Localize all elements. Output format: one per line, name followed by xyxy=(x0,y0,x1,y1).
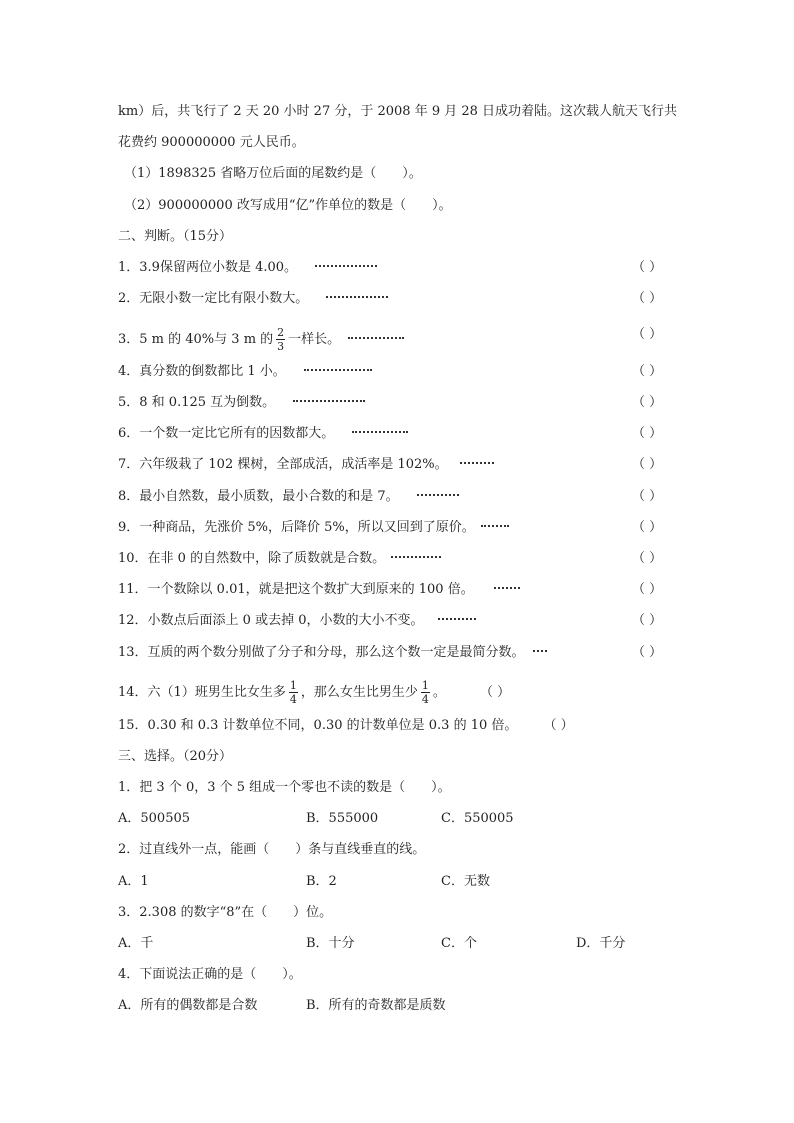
judge-item-5 xyxy=(118,394,365,412)
judge-item-1 xyxy=(118,259,377,277)
judge-item-2 xyxy=(118,290,388,308)
fraction-one-quarter xyxy=(421,679,430,706)
fraction-numerator: 1 xyxy=(289,679,297,692)
choice-2-option-c[interactable]: C．无数 xyxy=(441,874,490,889)
answer-paren-5[interactable]: （ ） xyxy=(632,395,663,410)
answer-paren-4[interactable]: （ ） xyxy=(632,364,663,379)
dot-leader xyxy=(315,265,377,267)
judge-item-10 xyxy=(118,550,441,568)
judge-item-14-mid: ，那么女生比男生少 xyxy=(300,685,418,700)
dot-leader xyxy=(438,618,476,620)
choice-4-option-b[interactable]: B．所有的奇数都是质数 xyxy=(306,998,446,1013)
dot-leader xyxy=(417,494,459,496)
fraction-denominator: 4 xyxy=(421,693,429,706)
dot-leader xyxy=(391,556,441,558)
dot-leader xyxy=(460,462,494,464)
dot-leader xyxy=(293,400,365,402)
judge-item-6 xyxy=(118,425,408,443)
judge-item-7-text: 7．六年级栽了 102 棵树，全部成活，成活率是 102%。 xyxy=(118,457,448,472)
choice-question-1: 1．把 3 个 0，3 个 5 组成一个零也不读的数是（ ）。 xyxy=(118,780,451,795)
judge-item-14-suffix: 。 xyxy=(432,685,446,700)
answer-paren-6[interactable]: （ ） xyxy=(632,426,663,441)
judge-item-11 xyxy=(118,581,520,599)
judge-item-14-prefix: 14．六（1）班男生比女生多 xyxy=(118,685,286,700)
judge-item-14 xyxy=(118,679,510,706)
dot-leader xyxy=(352,431,408,433)
judge-item-5-text: 5．8 和 0.125 互为倒数。 xyxy=(118,395,276,410)
choice-question-4: 4．下面说法正确的是（ ）。 xyxy=(118,967,302,982)
dot-leader xyxy=(533,650,547,652)
dot-leader xyxy=(326,296,388,298)
answer-paren-14[interactable]: （ ） xyxy=(480,685,511,700)
judge-item-8-text: 8．最小自然数，最小质数，最小合数的和是 7。 xyxy=(118,489,399,504)
section2-title: 二、判断。（15分） xyxy=(118,229,233,244)
choice-3-option-d[interactable]: D．千分 xyxy=(576,936,626,951)
choice-1-option-c[interactable]: C．550005 xyxy=(441,811,514,826)
judge-item-11-text: 11．一个数除以 0.01，就是把这个数扩大到原来的 100 倍。 xyxy=(118,582,474,597)
fill-question-2: （2）900000000 改写成用“亿”作单位的数是（ ）。 xyxy=(124,198,452,213)
choice-1-option-a[interactable]: A．500505 xyxy=(118,811,191,826)
dot-leader xyxy=(304,369,372,371)
answer-paren-13[interactable]: （ ） xyxy=(632,645,663,660)
judge-item-9 xyxy=(118,519,509,537)
judge-item-15-text: 15．0.30 和 0.3 计数单位不同，0.30 的计数单位是 0.3 的 10 倍。 xyxy=(118,718,518,733)
answer-paren-1[interactable]: （ ） xyxy=(632,260,663,275)
judge-item-3-suffix: 一样长。 xyxy=(288,332,341,347)
judge-item-10-text: 10．在非 0 的自然数中，除了质数就是合数。 xyxy=(118,551,386,566)
judge-item-1-rest: 保留两位小数是 4.00。 xyxy=(159,260,298,275)
choice-question-3: 3．2.308 的数字“8”在（ ）位。 xyxy=(118,905,333,920)
fraction-one-quarter xyxy=(289,679,298,706)
choice-4-option-a[interactable]: A．所有的偶数都是合数 xyxy=(118,998,258,1013)
choice-3-option-b[interactable]: B．十分 xyxy=(306,936,355,951)
judge-item-3-prefix: 3．5 m 的 40%与 3 m 的 xyxy=(118,332,274,347)
fill-question-1: （1）1898325 省略万位后面的尾数约是（ ）。 xyxy=(124,166,422,181)
dot-leader xyxy=(348,337,404,339)
answer-paren-9[interactable]: （ ） xyxy=(632,520,663,535)
judge-item-1-prefix: 1．3.9 xyxy=(118,260,160,275)
answer-paren-11[interactable]: （ ） xyxy=(632,582,663,597)
choice-1-option-b[interactable]: B．555000 xyxy=(306,811,379,826)
section3-title: 三、选择。（20分） xyxy=(118,749,233,764)
choice-question-2: 2．过直线外一点，能画（ ）条与直线垂直的线。 xyxy=(118,842,426,857)
choice-3-option-a[interactable]: A．千 xyxy=(118,936,154,951)
answer-paren-7[interactable]: （ ） xyxy=(632,457,663,472)
judge-item-4-text: 4．真分数的倒数都比 1 小。 xyxy=(118,364,286,379)
judge-item-9-text: 9．一种商品，先涨价 5%，后降价 5%，所以又回到了原价。 xyxy=(118,520,475,535)
judge-item-12 xyxy=(118,612,476,630)
judge-item-6-text: 6．一个数一定比它所有的因数都大。 xyxy=(118,426,335,441)
fraction-denominator: 4 xyxy=(289,693,297,706)
judge-item-15 xyxy=(118,717,574,735)
answer-paren-15[interactable]: （ ） xyxy=(543,718,574,733)
dot-leader xyxy=(494,587,520,589)
fraction-numerator: 2 xyxy=(277,326,285,339)
answer-paren-3[interactable]: （ ） xyxy=(632,327,663,342)
answer-paren-10[interactable]: （ ） xyxy=(632,551,663,566)
judge-item-7 xyxy=(118,456,494,474)
answer-paren-8[interactable]: （ ） xyxy=(632,489,663,504)
fraction-two-thirds xyxy=(276,326,285,353)
judge-item-2-text: 2．无限小数一定比有限小数大。 xyxy=(118,291,309,306)
fraction-denominator: 3 xyxy=(277,340,285,353)
choice-3-option-c[interactable]: C．个 xyxy=(441,936,477,951)
choice-2-option-a[interactable]: A．1 xyxy=(118,874,149,889)
judge-item-13-text: 13．互质的两个数分别做了分子和分母，那么这个数一定是最简分数。 xyxy=(118,645,525,660)
judge-item-8 xyxy=(118,488,459,506)
answer-paren-12[interactable]: （ ） xyxy=(632,613,663,628)
judge-item-4 xyxy=(118,363,372,381)
answer-paren-2[interactable]: （ ） xyxy=(632,291,663,306)
judge-item-13 xyxy=(118,644,547,662)
fraction-numerator: 1 xyxy=(421,679,429,692)
judge-item-3 xyxy=(118,326,404,353)
judge-item-12-text: 12．小数点后面添上 0 或去掉 0，小数的大小不变。 xyxy=(118,613,424,628)
choice-2-option-b[interactable]: B．2 xyxy=(306,874,337,889)
intro-line-1: km）后，共飞行了 2 天 20 小时 27 分，于 2008 年 9 月 28 日成功着陆。这次载人航天飞行共 xyxy=(118,104,678,119)
dot-leader xyxy=(481,525,509,527)
intro-line-2: 花费约 900000000 元人民币。 xyxy=(118,135,305,150)
